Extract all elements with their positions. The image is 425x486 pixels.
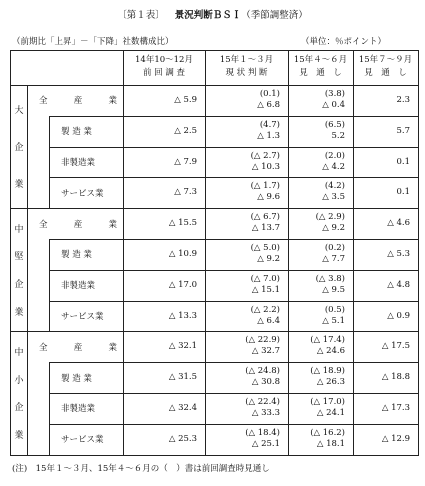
- value-cell: [123, 341, 197, 352]
- value-cell: [205, 397, 280, 419]
- previous-forecast-value: (△ 7.0): [250, 273, 280, 284]
- column-header: [123, 54, 205, 80]
- column-header-line: 見 通 し: [364, 68, 407, 78]
- bsi-value: △ 10.3: [251, 161, 280, 172]
- table-title: [0, 7, 425, 21]
- row-divider: [49, 424, 418, 425]
- row-label-all-industries: [39, 331, 117, 362]
- value-cell: [123, 403, 197, 414]
- value-cell: [205, 212, 280, 234]
- bsi-value: △ 7.9: [174, 156, 197, 167]
- previous-forecast-value: (△ 2.2): [250, 304, 280, 315]
- row-divider: [49, 116, 418, 117]
- bsi-value: △ 24.6: [316, 346, 345, 357]
- bsi-value: △ 2.5: [174, 125, 197, 136]
- bsi-value: △ 5.9: [174, 95, 197, 105]
- bsi-value: △ 9.5: [322, 284, 345, 295]
- row-label-text: 業: [108, 342, 117, 353]
- bsi-value: 5.7: [396, 125, 410, 136]
- previous-forecast-value: (△ 17.4): [310, 335, 345, 346]
- row-label-text: 製 造 業: [61, 250, 92, 261]
- bsi-value: △ 4.8: [387, 279, 410, 290]
- bsi-value: △ 31.5: [168, 372, 197, 383]
- previous-forecast-value: (2.0): [324, 150, 345, 161]
- row-label-all-industries: [39, 208, 117, 239]
- value-cell: [353, 126, 410, 137]
- group-label-char: 中: [14, 224, 24, 235]
- row-label-text: 製 造 業: [61, 373, 92, 384]
- bsi-value: △ 6.8: [257, 100, 280, 110]
- value-cell: [123, 372, 197, 383]
- value-cell: [353, 95, 410, 106]
- value-cell: [123, 157, 197, 168]
- value-cell: [353, 434, 410, 445]
- table-title-qualifier: （季節調整済）: [241, 10, 308, 21]
- bsi-value: △ 17.3: [381, 403, 410, 413]
- previous-forecast-value: (3.8): [324, 89, 345, 99]
- column-header: [288, 54, 353, 80]
- sub-industry-bracket: [49, 239, 50, 270]
- value-cell: [288, 243, 345, 265]
- value-cell: [288, 151, 345, 173]
- value-cell: [288, 397, 345, 419]
- previous-forecast-value: (△ 24.8): [245, 366, 280, 377]
- group-label: [11, 214, 27, 325]
- bsi-value: △ 9.6: [257, 192, 280, 203]
- value-cell: [123, 187, 197, 198]
- bsi-value: △ 32.1: [168, 341, 197, 352]
- value-cell: [123, 249, 197, 260]
- row-divider: [49, 239, 418, 240]
- row-label-industry: [61, 301, 104, 332]
- column-header-line: 15年１～３月: [219, 55, 274, 65]
- group-label-char: 業: [14, 307, 24, 318]
- previous-forecast-value: (△ 22.9): [245, 335, 280, 346]
- row-label-text: 業: [108, 96, 117, 107]
- bsi-value: △ 24.1: [316, 408, 345, 418]
- value-cell: [353, 372, 410, 383]
- bsi-value: △ 17.0: [168, 279, 197, 290]
- value-cell: [288, 335, 345, 357]
- sub-industry-bracket: [49, 362, 50, 393]
- row-label-industry: [61, 239, 92, 270]
- group-label: [11, 91, 27, 202]
- bsi-value: △ 25.1: [251, 438, 280, 449]
- value-cell: [205, 428, 280, 450]
- value-cell: [123, 126, 197, 137]
- previous-forecast-value: (△ 22.4): [245, 397, 280, 407]
- footnote: (注) 15年１～３月、15年４～６月の（ ）書は前回調査時見通し: [12, 464, 270, 474]
- unit-label: （単位：％ポイント）: [301, 37, 387, 47]
- bsi-value: △ 0.9: [387, 310, 410, 321]
- row-label-text: 製 造 業: [61, 127, 92, 138]
- row-label-industry: [61, 270, 95, 301]
- bsi-value: △ 4.6: [387, 218, 410, 229]
- bsi-value: 0.1: [396, 156, 410, 167]
- row-divider: [49, 177, 418, 178]
- group-label-char: 大: [14, 106, 24, 117]
- bsi-value: △ 10.9: [168, 249, 197, 259]
- bsi-value: △ 26.3: [316, 377, 345, 388]
- value-cell: [288, 366, 345, 388]
- value-cell: [205, 181, 280, 203]
- bsi-table: [10, 50, 419, 456]
- previous-forecast-value: (△ 17.0): [310, 397, 345, 407]
- value-cell: [353, 187, 410, 198]
- value-cell: [353, 218, 410, 229]
- row-label-text: 非製造業: [61, 281, 96, 292]
- value-cell: [353, 311, 410, 322]
- value-cell: [353, 280, 410, 291]
- value-cell: [353, 403, 410, 414]
- column-header: [353, 54, 418, 80]
- row-divider: [49, 301, 418, 302]
- row-divider: [49, 362, 418, 363]
- previous-forecast-value: (△ 18.4): [245, 427, 280, 438]
- bsi-value: △ 25.3: [168, 433, 197, 444]
- previous-forecast-value: (△ 18.9): [310, 366, 345, 377]
- table-subtitle: （前期比「上昇」－「下降」社数構成比）: [12, 37, 174, 47]
- value-cell: [205, 274, 280, 296]
- bsi-value: △ 18.8: [381, 372, 410, 383]
- row-label-industry: [61, 393, 95, 424]
- value-cell: [123, 311, 197, 322]
- bsi-value: △ 4.2: [322, 161, 345, 172]
- sub-industry-bracket: [49, 301, 50, 332]
- value-cell: [205, 335, 280, 357]
- row-label-text: 産: [73, 219, 83, 230]
- previous-forecast-value: (0.1): [259, 89, 280, 99]
- value-cell: [205, 366, 280, 388]
- bsi-value: 2.3: [396, 95, 410, 105]
- group-label-divider: [27, 331, 28, 454]
- sub-industry-bracket: [49, 270, 50, 301]
- bsi-value: △ 15.1: [251, 284, 280, 295]
- group-label-char: 小: [14, 375, 24, 386]
- previous-forecast-value: (△ 2.7): [250, 150, 280, 161]
- group-label-char: 堅: [14, 252, 24, 263]
- row-label-industry: [61, 147, 95, 178]
- bsi-value: △ 9.2: [322, 223, 345, 234]
- value-cell: [123, 280, 197, 291]
- previous-forecast-value: (4.7): [259, 119, 280, 130]
- row-label-text: 全: [39, 342, 48, 353]
- value-cell: [288, 181, 345, 203]
- bsi-value: △ 3.5: [322, 192, 345, 203]
- value-cell: [288, 120, 345, 142]
- previous-forecast-value: (△ 2.9): [315, 212, 345, 223]
- bsi-value: △ 32.7: [251, 346, 280, 357]
- group-label-char: 企: [14, 280, 24, 291]
- previous-forecast-value: (△ 3.8): [315, 273, 345, 284]
- value-cell: [123, 95, 197, 106]
- value-cell: [353, 341, 410, 352]
- group-label-divider: [27, 85, 28, 208]
- row-label-industry: [61, 177, 104, 208]
- sub-industry-bracket: [49, 116, 50, 147]
- group-label-char: 企: [14, 403, 24, 414]
- sub-industry-bracket: [49, 177, 50, 208]
- column-header-line: 現 状 判 断: [225, 68, 268, 78]
- row-label-text: サービス業: [61, 188, 104, 199]
- group-label-char: 業: [14, 431, 24, 442]
- row-label-text: サービス業: [61, 435, 104, 446]
- previous-forecast-value: (6.5): [324, 119, 345, 130]
- group-label: [11, 337, 27, 448]
- previous-forecast-value: (△ 16.2): [310, 427, 345, 438]
- column-header-line: 14年10～12月: [135, 55, 193, 65]
- row-label-text: 業: [108, 219, 117, 230]
- group-label-char: 中: [14, 347, 24, 358]
- sub-industry-bracket: [49, 424, 50, 455]
- bsi-value: △ 7.3: [174, 187, 197, 198]
- row-label-text: 非製造業: [61, 157, 96, 168]
- row-label-text: 産: [73, 96, 83, 107]
- bsi-value: △ 12.9: [381, 433, 410, 444]
- value-cell: [205, 120, 280, 142]
- bsi-value: △ 0.4: [322, 100, 345, 110]
- value-cell: [205, 89, 280, 111]
- bsi-value: △ 1.3: [257, 130, 280, 141]
- bsi-value: 5.2: [331, 130, 345, 141]
- value-cell: [288, 274, 345, 296]
- bsi-value: △ 7.7: [322, 254, 345, 264]
- sub-industry-bracket: [49, 393, 50, 424]
- column-header-line: 15年７～９月: [358, 55, 413, 65]
- column-header-line: 見 通 し: [299, 68, 342, 78]
- value-cell: [205, 243, 280, 265]
- value-cell: [123, 434, 197, 445]
- group-label-char: 業: [14, 180, 24, 191]
- bsi-value: △ 5.1: [322, 315, 345, 326]
- value-cell: [123, 218, 197, 229]
- column-header: [205, 54, 288, 80]
- row-divider: [49, 147, 418, 148]
- value-cell: [205, 151, 280, 173]
- previous-forecast-value: (△ 6.7): [250, 212, 280, 223]
- bsi-value: △ 17.5: [381, 341, 410, 352]
- bsi-value: △ 5.3: [387, 249, 410, 259]
- row-label-text: 全: [39, 219, 48, 230]
- row-label-text: 産: [73, 342, 83, 353]
- bsi-value: △ 6.4: [257, 315, 280, 326]
- value-cell: [288, 89, 345, 111]
- previous-forecast-value: (△ 5.0): [250, 243, 280, 253]
- value-cell: [288, 305, 345, 327]
- bsi-value: 0.1: [396, 187, 410, 198]
- bsi-value: △ 9.2: [257, 254, 280, 264]
- row-label-text: サービス業: [61, 311, 104, 322]
- row-divider: [49, 270, 418, 271]
- bsi-value: △ 13.7: [251, 223, 280, 234]
- row-label-industry: [61, 116, 92, 147]
- previous-forecast-value: (4.2): [324, 181, 345, 192]
- row-label-all-industries: [39, 85, 117, 116]
- sub-industry-bracket: [49, 147, 50, 178]
- bsi-value: △ 32.4: [168, 403, 197, 413]
- bsi-value: △ 33.3: [251, 408, 280, 418]
- previous-forecast-value: (0.2): [324, 243, 345, 253]
- group-label-divider: [27, 208, 28, 331]
- row-label-text: 全: [39, 96, 48, 107]
- value-cell: [205, 305, 280, 327]
- value-cell: [353, 157, 410, 168]
- bsi-value: △ 30.8: [251, 377, 280, 388]
- column-header-line: 前 回 調 査: [142, 68, 186, 78]
- bsi-value: △ 13.3: [168, 310, 197, 321]
- value-cell: [288, 212, 345, 234]
- row-label-industry: [61, 424, 104, 455]
- table-title-main: 景況判断ＢＳＩ: [174, 10, 242, 21]
- table-number: 〔第１表〕: [117, 10, 165, 21]
- bsi-value: △ 15.5: [168, 218, 197, 229]
- row-label-text: 非製造業: [61, 404, 96, 415]
- previous-forecast-value: (0.5): [324, 304, 345, 315]
- value-cell: [288, 428, 345, 450]
- column-header-line: 15年４～６月: [293, 55, 348, 65]
- group-label-char: 企: [14, 143, 24, 154]
- bsi-value: △ 18.1: [316, 438, 345, 449]
- value-cell: [353, 249, 410, 260]
- row-divider: [49, 393, 418, 394]
- previous-forecast-value: (△ 1.7): [250, 181, 280, 192]
- row-label-industry: [61, 362, 92, 393]
